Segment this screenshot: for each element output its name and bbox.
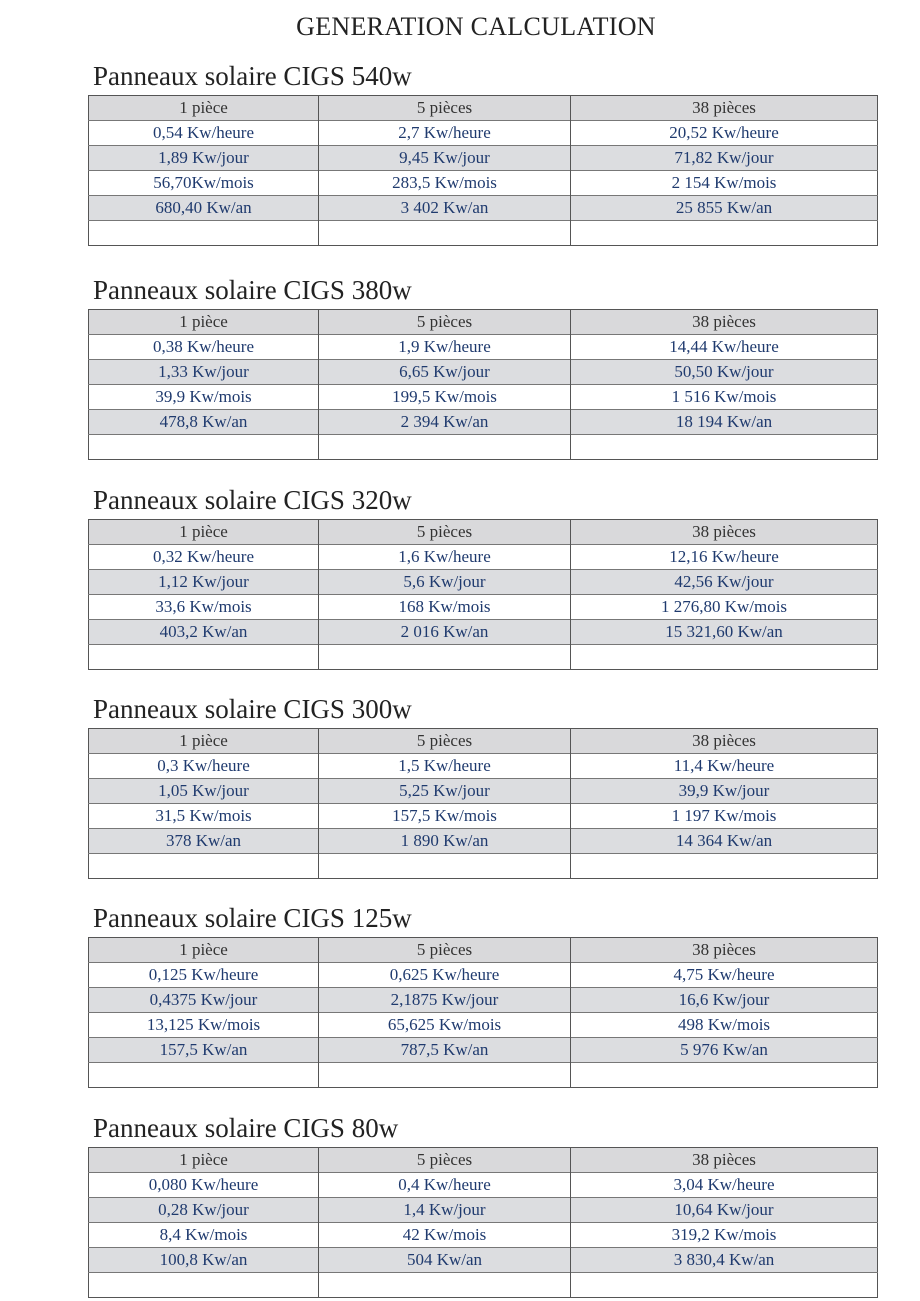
table-cell: 5,6 Kw/jour [319,570,571,595]
table-cell: 0,32 Kw/heure [89,545,319,570]
empty-row [89,1063,878,1088]
table-cell [319,1273,571,1298]
table-cell [89,854,319,879]
table-cell: 1,12 Kw/jour [89,570,319,595]
generation-table [88,519,878,670]
empty-row [89,435,878,460]
table-cell: 1,89 Kw/jour [89,146,319,171]
column-header: 38 pièces [571,520,878,545]
generation-table [88,95,878,246]
table-cell [571,221,878,246]
table-header-row [89,520,878,545]
table-cell: 1,5 Kw/heure [319,754,571,779]
table-cell: 25 855 Kw/an [571,196,878,221]
table-row [89,410,878,435]
section-title: Panneaux solaire CIGS 300w [93,694,412,724]
table-row [89,121,878,146]
section-title: Panneaux solaire CIGS 380w [93,275,412,305]
table-row [89,360,878,385]
empty-row [89,854,878,879]
column-header: 1 pièce [89,96,319,121]
table-cell: 168 Kw/mois [319,595,571,620]
table-row [89,385,878,410]
table-header-row [89,1148,878,1173]
table-cell: 42,56 Kw/jour [571,570,878,595]
table-cell: 65,625 Kw/mois [319,1013,571,1038]
table-cell: 33,6 Kw/mois [89,595,319,620]
table-header-row [89,938,878,963]
table-cell: 3 402 Kw/an [319,196,571,221]
table-row [89,570,878,595]
table-cell: 8,4 Kw/mois [89,1223,319,1248]
table-cell: 2,1875 Kw/jour [319,988,571,1013]
table-header-row [89,729,878,754]
table-cell: 11,4 Kw/heure [571,754,878,779]
table-cell: 504 Kw/an [319,1248,571,1273]
table-cell: 5,25 Kw/jour [319,779,571,804]
column-header: 5 pièces [319,1148,571,1173]
table-cell: 0,38 Kw/heure [89,335,319,360]
table-cell: 1,33 Kw/jour [89,360,319,385]
empty-row [89,221,878,246]
table-row [89,963,878,988]
table-cell [319,435,571,460]
table-cell: 0,4 Kw/heure [319,1173,571,1198]
page-title: GENERATION CALCULATION [296,12,656,41]
table-cell [571,435,878,460]
table-cell: 403,2 Kw/an [89,620,319,645]
table-row [89,754,878,779]
table-cell: 14,44 Kw/heure [571,335,878,360]
section-title: Panneaux solaire CIGS 80w [93,1113,399,1143]
table-cell: 13,125 Kw/mois [89,1013,319,1038]
table-cell: 0,54 Kw/heure [89,121,319,146]
table-cell: 2 394 Kw/an [319,410,571,435]
column-header: 5 pièces [319,938,571,963]
table-cell: 478,8 Kw/an [89,410,319,435]
table-cell: 2 154 Kw/mois [571,171,878,196]
table-cell [319,854,571,879]
table-cell: 20,52 Kw/heure [571,121,878,146]
table-cell: 498 Kw/mois [571,1013,878,1038]
table-row [89,829,878,854]
table-cell: 42 Kw/mois [319,1223,571,1248]
table-cell: 0,625 Kw/heure [319,963,571,988]
table-cell: 1 516 Kw/mois [571,385,878,410]
table-row [89,595,878,620]
table-cell: 56,70Kw/mois [89,171,319,196]
table-cell: 3,04 Kw/heure [571,1173,878,1198]
table-cell: 0,28 Kw/jour [89,1198,319,1223]
table-cell: 14 364 Kw/an [571,829,878,854]
table-row [89,988,878,1013]
table-cell: 680,40 Kw/an [89,196,319,221]
table-cell: 283,5 Kw/mois [319,171,571,196]
table-cell: 0,125 Kw/heure [89,963,319,988]
empty-row [89,1273,878,1298]
empty-row [89,645,878,670]
table-cell: 157,5 Kw/an [89,1038,319,1063]
column-header: 1 pièce [89,310,319,335]
table-cell: 2,7 Kw/heure [319,121,571,146]
column-header: 38 pièces [571,729,878,754]
column-header: 1 pièce [89,938,319,963]
table-cell: 1 890 Kw/an [319,829,571,854]
table-row [89,146,878,171]
table-cell: 319,2 Kw/mois [571,1223,878,1248]
table-cell: 100,8 Kw/an [89,1248,319,1273]
table-cell: 1 276,80 Kw/mois [571,595,878,620]
table-cell: 1 197 Kw/mois [571,804,878,829]
table-cell [571,854,878,879]
table-row [89,804,878,829]
table-cell [89,645,319,670]
table-row [89,1013,878,1038]
table-cell: 50,50 Kw/jour [571,360,878,385]
generation-table [88,937,878,1088]
table-cell [571,1273,878,1298]
table-cell [89,1273,319,1298]
table-cell: 378 Kw/an [89,829,319,854]
table-row [89,335,878,360]
table-row [89,1248,878,1273]
table-cell: 1,9 Kw/heure [319,335,571,360]
table-cell: 2 016 Kw/an [319,620,571,645]
table-cell: 1,6 Kw/heure [319,545,571,570]
table-row [89,1038,878,1063]
table-row [89,779,878,804]
table-cell [319,1063,571,1088]
column-header: 1 pièce [89,729,319,754]
table-cell [89,221,319,246]
table-cell: 18 194 Kw/an [571,410,878,435]
column-header: 5 pièces [319,520,571,545]
column-header: 5 pièces [319,729,571,754]
table-row [89,196,878,221]
table-cell: 3 830,4 Kw/an [571,1248,878,1273]
table-cell: 39,9 Kw/mois [89,385,319,410]
column-header: 1 pièce [89,1148,319,1173]
column-header: 5 pièces [319,310,571,335]
column-header: 38 pièces [571,938,878,963]
column-header: 38 pièces [571,310,878,335]
table-cell [571,1063,878,1088]
table-row [89,620,878,645]
table-cell: 15 321,60 Kw/an [571,620,878,645]
table-cell: 1,05 Kw/jour [89,779,319,804]
table-header-row [89,96,878,121]
column-header: 38 pièces [571,1148,878,1173]
table-row [89,1173,878,1198]
column-header: 5 pièces [319,96,571,121]
table-cell: 39,9 Kw/jour [571,779,878,804]
table-cell: 1,4 Kw/jour [319,1198,571,1223]
table-header-row [89,310,878,335]
table-cell: 0,080 Kw/heure [89,1173,319,1198]
table-cell [319,221,571,246]
table-cell: 71,82 Kw/jour [571,146,878,171]
table-cell: 10,64 Kw/jour [571,1198,878,1223]
column-header: 1 pièce [89,520,319,545]
table-cell: 16,6 Kw/jour [571,988,878,1013]
section-title: Panneaux solaire CIGS 125w [93,903,412,933]
table-cell: 157,5 Kw/mois [319,804,571,829]
table-cell: 199,5 Kw/mois [319,385,571,410]
table-cell: 31,5 Kw/mois [89,804,319,829]
table-cell: 12,16 Kw/heure [571,545,878,570]
table-cell: 0,4375 Kw/jour [89,988,319,1013]
table-row [89,1223,878,1248]
table-cell [89,1063,319,1088]
table-cell [319,645,571,670]
table-row [89,171,878,196]
table-cell: 4,75 Kw/heure [571,963,878,988]
column-header: 38 pièces [571,96,878,121]
section-title: Panneaux solaire CIGS 540w [93,61,412,91]
table-cell: 9,45 Kw/jour [319,146,571,171]
table-row [89,545,878,570]
table-row [89,1198,878,1223]
section-title: Panneaux solaire CIGS 320w [93,485,412,515]
table-cell: 6,65 Kw/jour [319,360,571,385]
table-cell: 787,5 Kw/an [319,1038,571,1063]
table-cell [89,435,319,460]
generation-table [88,1147,878,1298]
table-cell: 0,3 Kw/heure [89,754,319,779]
generation-table [88,728,878,879]
table-cell [571,645,878,670]
table-cell: 5 976 Kw/an [571,1038,878,1063]
generation-table [88,309,878,460]
